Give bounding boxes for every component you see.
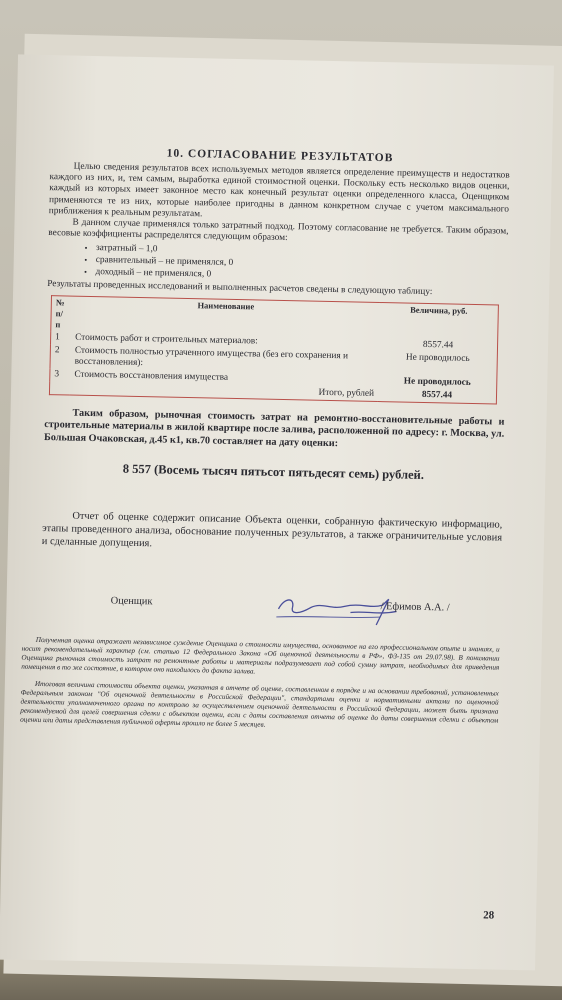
page-content (20, 145, 510, 735)
weight-item: • доходный – не применялся, 0 (95, 266, 507, 287)
row-value: 8557.44 (422, 339, 454, 351)
page-number: 28 (483, 909, 495, 922)
row-num: 1 (55, 331, 60, 342)
document-page (0, 54, 554, 970)
appraiser-name: / Ефимов А.А. / (380, 601, 450, 614)
appraiser-label: Оценщик (110, 595, 153, 608)
table-intro: Результаты проведенных исследований и выполненных расчетов сведены в следующую таблицу: (47, 279, 433, 298)
section-heading: 10. СОГЛАСОВАНИЕ РЕЗУЛЬТАТОВ (166, 147, 394, 165)
approach-paragraph: В данном случае применялся только затратный подход. Поэтому согласование не требуется. Таким образом, весовые коэффициенты распределятся следующим образом: (48, 217, 509, 244)
col-num-header: № п/п (55, 296, 65, 329)
report-paragraph: Отчет об оценке содержит описание Объекта оценки, собранную фактическую информацию, этапы проведенного анализа, обоснование полученных результатов, а также ограничительные условия и сделанные допущения. (41, 510, 503, 550)
row-name: Стоимость полностью утраченного имущества (без его сохранения и восстановления): (74, 345, 349, 368)
row-value: Не проводилось (405, 352, 470, 364)
weight-item: • сравнительный – не применялся, 0 (96, 254, 508, 275)
row-name: Стоимость восстановления имущества (74, 369, 229, 383)
footnote-2: Итоговая величина стоимости объекта оценки, указанная в отчете об оценке, составленном в порядке и на основании требований, установленных Федеральным законом "Об оценочной деятельности в Российской Федерации", стандартами оценки и нормативными актами по оценочной деятельности уполномоченного органа по контролю за осуществлением оценочной деятельности в Российской Федерации, может быть признана рекомендуемой для целей совершения сделки с объектом оценки, если с даты составления отчета об оценке до даты совершения сделки с объектом оценки или даты представления публичной оферты прошло не более 5 месяцев. (20, 680, 499, 729)
conclusion-paragraph: Таким образом, рыночная стоимость затрат на ремонтно-восстановительные работы и строительные материалы в жилой квартире после залива, расположенной по адресу: г. Москва, ул. Большая Очаковская, д.45 к1, кв.70 составляет на дату оценки: (43, 407, 505, 449)
row-num: 3 (54, 368, 60, 379)
row-name: Стоимость работ и строительных материалов: (75, 332, 258, 347)
results-table (49, 295, 499, 404)
row-num: 2 (54, 344, 60, 355)
total-label: Итого, рублей (318, 387, 375, 399)
signature-block (40, 588, 501, 638)
total-value: 8557.44 (421, 389, 453, 401)
intro-paragraph: Целью сведения результатов всех используемых методов является определение преимуществ и недостатков каждого из них, и, тем самым, выработка единой стоимостной оценки. Поскольку есть несколько видов оценки, каждый из которых имеет законное место как конечный результат оценки определенного класса, Оценщиком применяются те из них, которые наиболее пригодны в данном конкретном случае с учетом максимального приближения к реальным результатам. (48, 161, 510, 220)
weight-item: • затратный – 1,0 (96, 242, 508, 263)
row-value: Не проводилось (403, 376, 471, 388)
col-name-header: Наименование (197, 299, 255, 312)
final-amount: 8 557 (Восемь тысяч пятьсот пятьдесят семь) рублей. (122, 461, 425, 483)
footnote-1: Полученная оценка отражает независимое суждение Оценщика о стоимости имущества, основанное на его профессиональном опыте и знаниях, и носит рекомендательный характер (см. статью 12 Федерального Закона «Об оценочной деятельности в РФ», ФЗ-135 от 29.07.98). В понимании Оценщика рыночная стоимость затрат на ремонтные работы и материалы подразумевает под собой сумму затрат, необходимых для приведения помещения в то же состояние, в котором оно находилось до факта залива. (21, 636, 500, 676)
col-value-header: Величина, руб. (410, 304, 468, 316)
